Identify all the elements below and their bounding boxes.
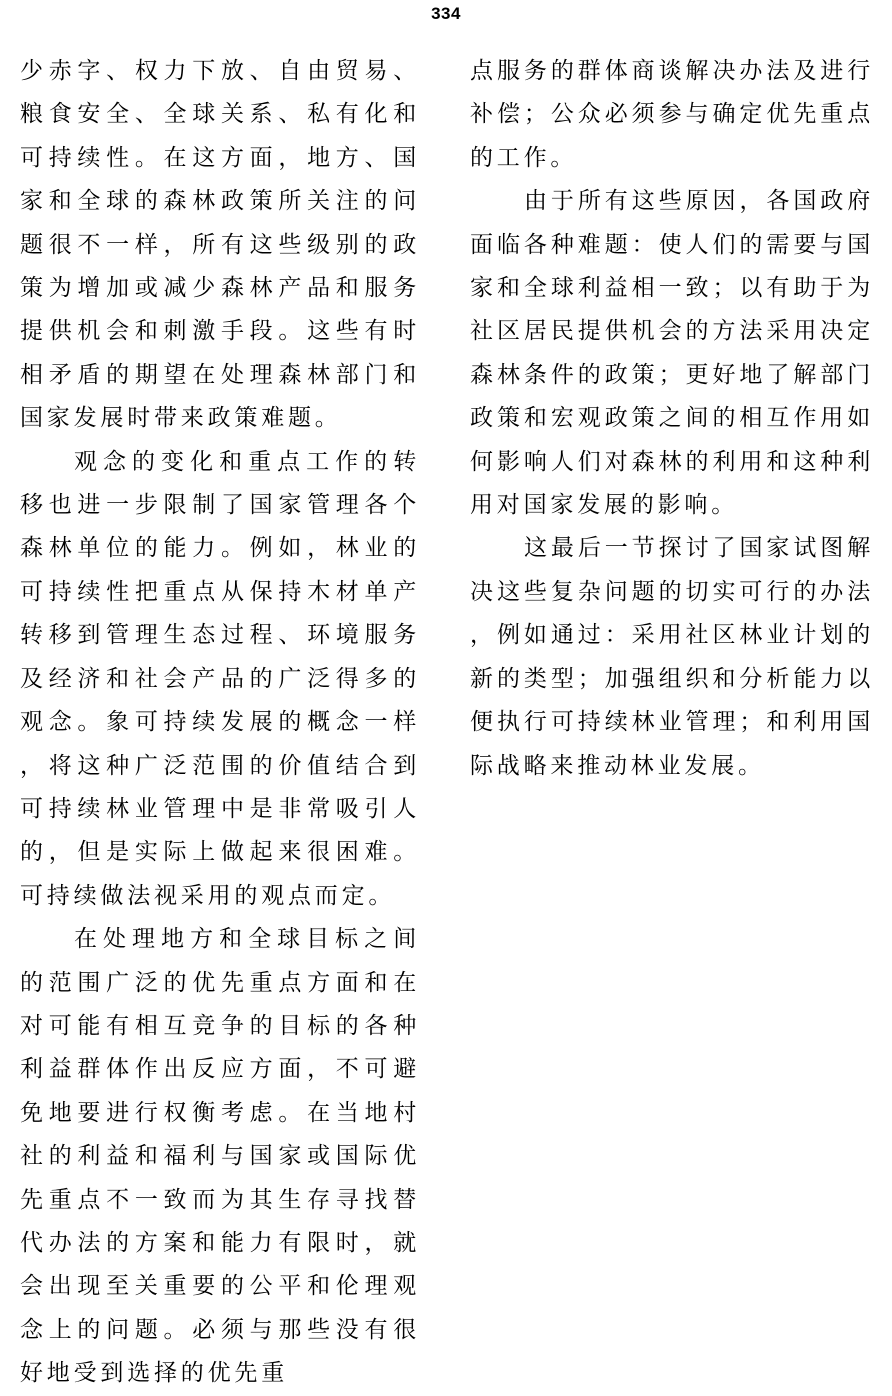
paragraph: 这最后一节探讨了国家试图解决这些复杂问题的切实可行的办法，例如通过：采用社区林业计划的新的类型；加强组织和分析能力以便执行可持续林业管理；和利用国际战略来推动林业发展。: [470, 535, 874, 779]
paragraph: 由于所有这些原因，各国政府面临各种难题：使人们的需要与国家和全球利益相一致；以有助于为社区居民提供机会的方法采用决定森林条件的政策；更好地了解部门政策和宏观政策之间的相互作用如何影响人们对森林的利用和这种利用对国家发展的影响。: [470, 188, 874, 519]
right-column: [470, 50, 874, 788]
paragraph: 在处理地方和全球目标之间的范围广泛的优先重点方面和在对可能有相互竞争的目标的各种利益群体作出反应方面，不可避免地要进行权衡考虑。在当地村社的利益和福利与国家或国际优先重点不一致而为其生存寻找替代办法的方案和能力有限时，就会出现至关重要的公平和伦理观念上的问题。必须与那些没有很好地受到选择的优先重: [20, 926, 420, 1387]
paragraph-continued: 少赤字、权力下放、自由贸易、粮食安全、全球关系、私有化和可持续性。在这方面，地方、国家和全球的森林政策所关注的问题很不一样，所有这些级别的政策为增加或减少森林产品和服务提供机会和刺激手段。这些有时相矛盾的期望在处理森林部门和国家发展时带来政策难题。: [20, 58, 420, 432]
left-column: [20, 50, 420, 1396]
paragraph-continued: 点服务的群体商谈解决办法及进行补偿；公众必须参与确定优先重点的工作。: [470, 58, 874, 171]
paragraph: 观念的变化和重点工作的转移也进一步限制了国家管理各个森林单位的能力。例如，林业的可持续性把重点从保持木材单产转移到管理生态过程、环境服务及经济和社会产品的广泛得多的观念。象可持续发展的概念一样，将这种广泛范围的价值结合到可持续林业管理中是非常吸引人的，但是实际上做起来很困难。可持续做法视采用的观点而定。: [20, 448, 420, 909]
page-number: 334: [431, 4, 461, 23]
